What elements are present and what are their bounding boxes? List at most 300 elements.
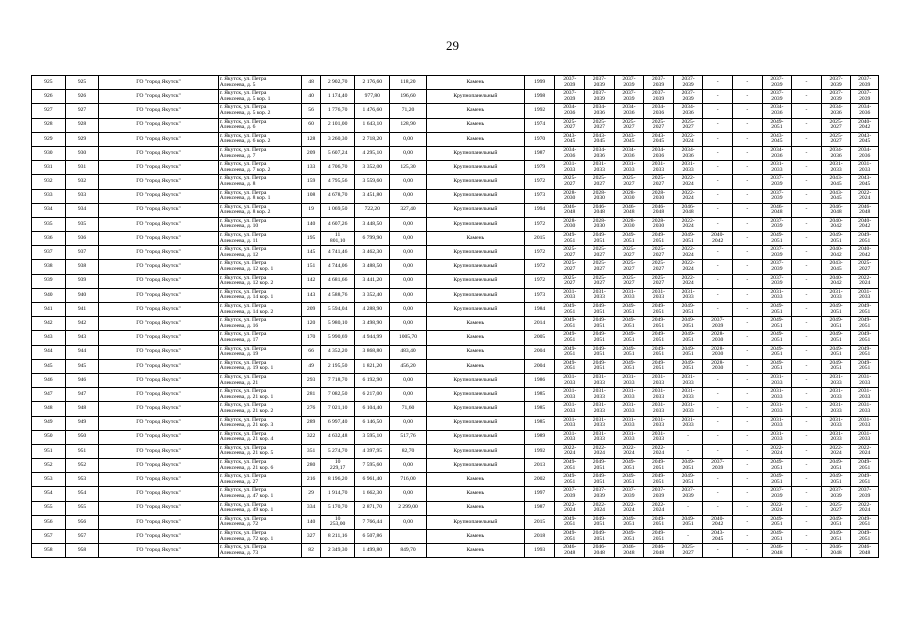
wall-material-cell: Крупнопанельный bbox=[426, 459, 524, 473]
period-cell-line: 2051 bbox=[771, 464, 783, 471]
table-row bbox=[32, 331, 879, 345]
period-cell-line: 2031- bbox=[829, 373, 843, 380]
owner-cell: ГО "город Якутск" bbox=[99, 232, 218, 246]
period-cell-line: 2033 bbox=[771, 393, 783, 400]
period-cell-line: 2045 bbox=[712, 535, 724, 542]
period-cell: - bbox=[703, 161, 733, 175]
period-cell bbox=[821, 331, 851, 345]
period-cell-line: 2031- bbox=[592, 416, 606, 423]
period-cell bbox=[762, 544, 792, 558]
address-cell bbox=[218, 402, 302, 416]
period-cell-line: 2051 bbox=[771, 478, 783, 485]
period-cell-line: 2049- bbox=[858, 530, 872, 536]
period-cell bbox=[673, 274, 703, 288]
period-cell-line: 2048 bbox=[771, 209, 783, 216]
period-cell-line: 2037- bbox=[681, 76, 695, 82]
period-cell bbox=[614, 203, 644, 217]
period-cell-line: 2049- bbox=[858, 345, 872, 352]
period-cell bbox=[673, 118, 703, 132]
year-cell: 1979 bbox=[524, 161, 555, 175]
period-cell bbox=[673, 203, 703, 217]
address-cell-line: Алексеева, д. 7 bbox=[219, 152, 256, 159]
address-cell-line: г. Якутск, ул. Петра bbox=[219, 373, 267, 380]
period-cell bbox=[614, 161, 644, 175]
period-cell-line: 2025- bbox=[563, 118, 577, 125]
period-cell bbox=[851, 473, 879, 487]
address-cell-line: Алексеева, д. 5 кор. 1 bbox=[219, 95, 271, 102]
address-cell-line: г. Якутск, ул. Петра bbox=[219, 345, 267, 352]
address-cell bbox=[218, 373, 302, 387]
period-cell-line: 2051 bbox=[682, 478, 694, 485]
period-cell-line: 2039 bbox=[623, 493, 635, 500]
year-cell: 1997 bbox=[524, 487, 555, 501]
period-cell-line: 2025- bbox=[622, 118, 636, 125]
period-cell-line: 2025- bbox=[651, 260, 666, 267]
row-index: 927 bbox=[32, 104, 66, 118]
period-cell: - bbox=[733, 274, 763, 288]
period-cell-line: 2037- bbox=[770, 175, 784, 182]
period-cell: - bbox=[673, 430, 703, 444]
period-cell-line: 2039 bbox=[830, 81, 842, 88]
period-cell bbox=[644, 132, 674, 146]
period-cell bbox=[614, 530, 644, 544]
row-number: 952 bbox=[65, 459, 99, 473]
total-area-cell: 4 352,20 bbox=[320, 345, 355, 359]
period-cell-line: 2049- bbox=[858, 359, 872, 366]
address-cell-line: Алексеева, д. 49 кор. 1 bbox=[219, 507, 274, 514]
address-cell bbox=[218, 161, 302, 175]
period-cell-line: 2046- bbox=[622, 203, 636, 210]
period-cell bbox=[851, 189, 879, 203]
address-cell bbox=[218, 303, 302, 317]
period-cell bbox=[851, 515, 879, 529]
address-cell bbox=[218, 331, 302, 345]
period-cell-line: 2027 bbox=[623, 280, 635, 287]
wall-material-cell: Крупнопанельный bbox=[426, 274, 524, 288]
address-cell-line: г. Якутск, ул. Петра bbox=[219, 132, 267, 139]
period-cell-line: 2027 bbox=[652, 180, 665, 187]
period-cell-line: 2043- bbox=[770, 132, 784, 139]
period-cell-line: 2051 bbox=[593, 535, 605, 542]
apartments-cell: 209 bbox=[302, 146, 320, 160]
address-cell-line: Алексеева, д. 16 bbox=[219, 322, 259, 329]
period-cell-line: 2049- bbox=[651, 359, 666, 366]
period-cell-line: 2027 bbox=[593, 124, 605, 131]
apartments-cell: 195 bbox=[302, 232, 320, 246]
period-cell-line: 2049- bbox=[770, 345, 784, 352]
period-cell-line: 2051 bbox=[593, 464, 605, 471]
period-cell bbox=[851, 232, 879, 246]
row-number: 957 bbox=[65, 530, 99, 544]
period-cell bbox=[851, 161, 879, 175]
period-cell-line: 2049- bbox=[858, 232, 872, 239]
total-area-cell: 5 990,69 bbox=[320, 331, 355, 345]
period-cell: - bbox=[792, 388, 822, 402]
year-cell: 2004 bbox=[524, 359, 555, 373]
period-cell bbox=[851, 175, 879, 189]
period-cell-line: 2046- bbox=[681, 203, 695, 210]
address-cell-line: Алексеева, д. 72 кор. 1 bbox=[219, 535, 274, 542]
year-cell: 1974 bbox=[524, 118, 555, 132]
period-cell: - bbox=[733, 189, 763, 203]
period-cell bbox=[555, 246, 585, 260]
owner-cell: ГО "город Якутск" bbox=[99, 288, 218, 302]
period-cell bbox=[673, 388, 703, 402]
wall-material-cell: Камень bbox=[426, 331, 524, 345]
period-cell-line: 2039 bbox=[771, 493, 783, 500]
total-area-cell: 2 349,30 bbox=[320, 544, 355, 558]
period-cell bbox=[585, 232, 615, 246]
period-cell: - bbox=[792, 217, 822, 231]
period-cell bbox=[673, 260, 703, 274]
period-cell bbox=[851, 331, 879, 345]
apartments-cell: 66 bbox=[302, 345, 320, 359]
period-cell-line: 2039 bbox=[593, 95, 605, 102]
period-cell-line: 2036 bbox=[859, 152, 871, 159]
period-cell-line: 2039 bbox=[712, 322, 724, 329]
table-row bbox=[32, 544, 879, 558]
period-cell: - bbox=[792, 487, 822, 501]
period-cell-line: 2046- bbox=[563, 544, 577, 551]
period-cell-line: 2033 bbox=[682, 294, 694, 301]
period-cell bbox=[585, 76, 615, 90]
period-cell-line: 2040- bbox=[858, 217, 872, 224]
period-cell-line: 2049- bbox=[592, 515, 606, 522]
period-cell-line: 2039 bbox=[682, 81, 694, 88]
period-cell-line: 2030 bbox=[564, 195, 576, 202]
owner-cell: ГО "город Якутск" bbox=[99, 189, 218, 203]
period-cell: - bbox=[703, 303, 733, 317]
period-cell-line: 2045 bbox=[830, 180, 842, 187]
period-cell-line: 2034- bbox=[858, 146, 872, 153]
row-number: 951 bbox=[65, 444, 99, 458]
period-cell bbox=[585, 473, 615, 487]
period-cell-line: 2031- bbox=[681, 161, 695, 168]
period-cell bbox=[673, 288, 703, 302]
row-index: 951 bbox=[32, 444, 66, 458]
period-cell-line: 2049- bbox=[592, 303, 606, 309]
period-cell-line: 2030 bbox=[593, 223, 605, 230]
nonres-area-cell: 0,00 bbox=[390, 416, 427, 430]
period-cell-line: 2036 bbox=[771, 152, 783, 159]
period-cell-line: 2051 bbox=[652, 478, 665, 485]
period-cell-line: 2037- bbox=[651, 76, 666, 82]
period-cell-line: 2031- bbox=[770, 288, 784, 295]
year-cell: 1973 bbox=[524, 189, 555, 203]
period-cell-line: 2022- bbox=[770, 444, 784, 451]
address-cell-line: Алексеева, д. 72 bbox=[219, 521, 259, 528]
period-cell-line: 2033 bbox=[623, 166, 635, 173]
owner-cell: ГО "город Якутск" bbox=[99, 544, 218, 558]
period-cell-line: 2036 bbox=[830, 152, 842, 159]
period-cell-line: 2051 bbox=[593, 521, 605, 528]
table-row bbox=[32, 232, 879, 246]
period-cell-line: 2039 bbox=[830, 493, 842, 500]
table-row bbox=[32, 501, 879, 515]
living-area-cell: 1 821,20 bbox=[355, 359, 390, 373]
period-cell-line: 2022- bbox=[592, 444, 606, 451]
period-cell bbox=[673, 544, 703, 558]
living-area-cell: 7 766,44 bbox=[355, 515, 390, 529]
period-cell bbox=[821, 530, 851, 544]
address-cell-line: Алексеева, д. 5 кор. 2 bbox=[219, 109, 271, 116]
row-index: 933 bbox=[32, 189, 66, 203]
living-area-cell: 3 451,80 bbox=[355, 189, 390, 203]
period-cell-line: 2031- bbox=[858, 288, 872, 295]
period-cell: - bbox=[733, 303, 763, 317]
wall-material-cell: Крупнопанельный bbox=[426, 444, 524, 458]
period-cell bbox=[614, 473, 644, 487]
period-cell: - bbox=[703, 402, 733, 416]
period-cell-line: 2039 bbox=[771, 223, 783, 230]
period-cell-line: 2031- bbox=[563, 402, 577, 409]
period-cell-line: 2049- bbox=[829, 303, 843, 309]
period-cell-line: 2043- bbox=[592, 132, 606, 139]
table-row bbox=[32, 388, 879, 402]
period-cell-line: 2031- bbox=[622, 416, 636, 423]
period-cell: - bbox=[733, 104, 763, 118]
living-area-cell: 1 476,60 bbox=[355, 104, 390, 118]
address-cell-line: г. Якутск, ул. Петра bbox=[219, 530, 267, 536]
period-cell-line: 2031- bbox=[770, 373, 784, 380]
nonres-area-cell: 125,30 bbox=[390, 161, 427, 175]
address-cell bbox=[218, 288, 302, 302]
period-cell-line: 2024 bbox=[859, 450, 871, 457]
period-cell bbox=[585, 331, 615, 345]
period-cell-line: 2033 bbox=[830, 393, 842, 400]
period-cell bbox=[821, 146, 851, 160]
wall-material-cell: Камень bbox=[426, 544, 524, 558]
address-cell-line: г. Якутск, ул. Петра bbox=[219, 90, 267, 97]
period-cell bbox=[644, 317, 674, 331]
period-cell-line: 2039 bbox=[859, 493, 871, 500]
period-cell-line: 2037- bbox=[770, 274, 784, 281]
nonres-area-cell: 0,00 bbox=[390, 175, 427, 189]
owner-cell: ГО "город Якутск" bbox=[99, 530, 218, 544]
period-cell-line: 2045 bbox=[859, 138, 871, 145]
wall-material-cell: Крупнопанельный bbox=[426, 146, 524, 160]
address-cell bbox=[218, 146, 302, 160]
total-area-cell: 4 681,66 bbox=[320, 274, 355, 288]
period-cell-line: 2031- bbox=[681, 373, 695, 380]
period-cell-line: 2039 bbox=[682, 95, 694, 102]
period-cell-line: 2051 bbox=[771, 308, 783, 315]
period-cell-line: 2049- bbox=[770, 317, 784, 324]
period-cell-line: 2022- bbox=[563, 501, 577, 508]
address-cell-line: Алексеева, д. 21 кор. 4 bbox=[219, 436, 274, 443]
period-cell bbox=[673, 132, 703, 146]
period-cell bbox=[644, 430, 674, 444]
nonres-area-cell: 0,00 bbox=[390, 217, 427, 231]
nonres-area-cell: 128,90 bbox=[390, 118, 427, 132]
period-cell-line: 2049- bbox=[651, 515, 666, 522]
total-area-cell bbox=[320, 459, 355, 473]
period-cell-line: 2051 bbox=[623, 237, 635, 244]
row-index: 941 bbox=[32, 303, 66, 317]
period-cell-line: 2028- bbox=[592, 217, 606, 224]
nonres-area-cell: 0,00 bbox=[390, 317, 427, 331]
period-cell-line: 2042 bbox=[859, 223, 871, 230]
period-cell-line: 2024 bbox=[771, 450, 783, 457]
period-cell-line: 2051 bbox=[593, 478, 605, 485]
period-cell-line: 2033 bbox=[652, 166, 665, 173]
period-cell: - bbox=[733, 359, 763, 373]
year-cell: 1985 bbox=[524, 388, 555, 402]
period-cell-line: 2043- bbox=[622, 132, 636, 139]
address-cell-line: Алексеева, д. 14 кор. 2 bbox=[219, 308, 274, 315]
period-cell bbox=[762, 388, 792, 402]
period-cell bbox=[614, 544, 644, 558]
period-cell-line: 2049- bbox=[622, 359, 636, 366]
period-cell-line: 2051 bbox=[564, 521, 576, 528]
period-cell-line: 2049- bbox=[592, 317, 606, 324]
period-cell bbox=[555, 203, 585, 217]
page-number: 29 bbox=[446, 38, 459, 53]
period-cell bbox=[762, 90, 792, 104]
owner-cell: ГО "город Якутск" bbox=[99, 416, 218, 430]
period-cell-line: 2028- bbox=[563, 217, 577, 224]
apartments-cell: 170 bbox=[302, 331, 320, 345]
owner-cell: ГО "город Якутск" bbox=[99, 388, 218, 402]
period-cell-line: 2033 bbox=[859, 379, 871, 386]
period-cell-line: 2049- bbox=[563, 345, 577, 352]
row-number: 948 bbox=[65, 402, 99, 416]
table-row bbox=[32, 373, 879, 387]
nonres-area-cell: 0,00 bbox=[390, 232, 427, 246]
apartments-cell: 108 bbox=[302, 189, 320, 203]
period-cell-line: 2033 bbox=[623, 379, 635, 386]
period-cell bbox=[644, 373, 674, 387]
table-row bbox=[32, 203, 879, 217]
period-cell-line: 2037- bbox=[829, 90, 843, 97]
address-cell bbox=[218, 501, 302, 515]
period-cell-line: 2036 bbox=[593, 152, 605, 159]
period-cell bbox=[851, 76, 879, 90]
address-cell-line: г. Якутск, ул. Петра bbox=[219, 246, 267, 253]
wall-material-cell: Крупнопанельный bbox=[426, 189, 524, 203]
period-cell-line: 2049- bbox=[592, 459, 606, 466]
period-cell-line: 2022- bbox=[681, 217, 695, 224]
period-cell-line: 2051 bbox=[564, 464, 576, 471]
period-cell-line: 2048 bbox=[682, 209, 694, 216]
period-cell-line: 2033 bbox=[830, 294, 842, 301]
period-cell-line: 2048 bbox=[859, 549, 871, 556]
period-cell bbox=[644, 189, 674, 203]
period-cell bbox=[644, 90, 674, 104]
period-cell bbox=[555, 161, 585, 175]
nonres-area-cell: 849,70 bbox=[390, 544, 427, 558]
period-cell bbox=[851, 402, 879, 416]
period-cell-line: 2031- bbox=[858, 416, 872, 423]
period-cell-line: 2046- bbox=[829, 544, 843, 551]
total-area-cell: 4 741,46 bbox=[320, 246, 355, 260]
period-cell-line: 2051 bbox=[652, 521, 665, 528]
period-cell bbox=[762, 104, 792, 118]
period-cell-line: 2022- bbox=[651, 444, 666, 451]
period-cell bbox=[614, 444, 644, 458]
period-cell bbox=[851, 373, 879, 387]
period-cell-line: 2033 bbox=[652, 407, 665, 414]
period-cell-line: 2042 bbox=[830, 280, 842, 287]
period-cell bbox=[585, 501, 615, 515]
period-cell: - bbox=[703, 90, 733, 104]
address-cell bbox=[218, 473, 302, 487]
nonres-area-cell: 456,20 bbox=[390, 359, 427, 373]
period-cell-line: 2033 bbox=[682, 379, 694, 386]
row-index: 931 bbox=[32, 161, 66, 175]
period-cell: - bbox=[792, 146, 822, 160]
period-cell-line: 2033 bbox=[564, 422, 576, 429]
period-cell bbox=[851, 317, 879, 331]
period-cell bbox=[762, 274, 792, 288]
period-cell-line: 2033 bbox=[830, 166, 842, 173]
period-cell-line: 2027 bbox=[564, 180, 576, 187]
period-cell bbox=[614, 232, 644, 246]
period-cell: - bbox=[733, 331, 763, 345]
row-index: 928 bbox=[32, 118, 66, 132]
year-cell: 2005 bbox=[524, 331, 555, 345]
address-cell bbox=[218, 359, 302, 373]
period-cell bbox=[851, 203, 879, 217]
period-cell-line: 2030 bbox=[712, 365, 724, 372]
wall-material-cell: Крупнопанельный bbox=[426, 303, 524, 317]
address-cell-line: Алексеева, д. 17 bbox=[219, 336, 259, 343]
period-cell-line: 2049- bbox=[770, 232, 784, 239]
period-cell bbox=[585, 416, 615, 430]
address-cell-line: Алексеева, д. 14 кор. 1 bbox=[219, 294, 274, 301]
period-cell-line: 2039 bbox=[859, 81, 871, 88]
period-cell bbox=[644, 444, 674, 458]
address-cell-line: г. Якутск, ул. Петра bbox=[219, 189, 267, 196]
period-cell bbox=[555, 373, 585, 387]
wall-material-cell: Крупнопанельный bbox=[426, 402, 524, 416]
period-cell-line: 2033 bbox=[652, 379, 665, 386]
row-index: 954 bbox=[32, 487, 66, 501]
period-cell-line: 2046- bbox=[651, 544, 666, 551]
period-cell bbox=[851, 487, 879, 501]
period-cell: - bbox=[733, 430, 763, 444]
address-cell-line: Алексеева, д. 8 кор. 1 bbox=[219, 195, 271, 202]
period-cell-line: 2037- bbox=[770, 189, 784, 196]
address-cell bbox=[218, 444, 302, 458]
period-cell: - bbox=[792, 317, 822, 331]
period-cell-line: 2049- bbox=[651, 473, 666, 480]
apartments-cell: 209 bbox=[302, 303, 320, 317]
period-cell bbox=[821, 416, 851, 430]
period-cell-line: 2033 bbox=[623, 294, 635, 301]
period-cell-line: 2022- bbox=[858, 501, 872, 508]
period-cell bbox=[703, 530, 733, 544]
period-cell bbox=[614, 175, 644, 189]
period-cell bbox=[673, 402, 703, 416]
period-cell-line: 2027 bbox=[652, 266, 665, 273]
address-cell-line: Алексеева, д. 12 bbox=[219, 251, 259, 258]
period-cell-line: 2033 bbox=[564, 294, 576, 301]
period-cell-line: 2025- bbox=[592, 118, 606, 125]
period-cell-line: 2037- bbox=[592, 487, 606, 494]
period-cell-line: 2033 bbox=[771, 422, 783, 429]
owner-cell: ГО "город Якутск" bbox=[99, 274, 218, 288]
row-index: 945 bbox=[32, 359, 66, 373]
period-cell-line: 2051 bbox=[652, 351, 665, 358]
period-cell-line: 2031- bbox=[592, 430, 606, 437]
period-cell-line: 2025- bbox=[592, 175, 606, 182]
address-cell-line: г. Якутск, ул. Петра bbox=[219, 303, 267, 309]
address-cell bbox=[218, 189, 302, 203]
period-cell-line: 2031- bbox=[592, 161, 606, 168]
table-row bbox=[32, 515, 879, 529]
address-cell-line: г. Якутск, ул. Петра bbox=[219, 161, 267, 168]
